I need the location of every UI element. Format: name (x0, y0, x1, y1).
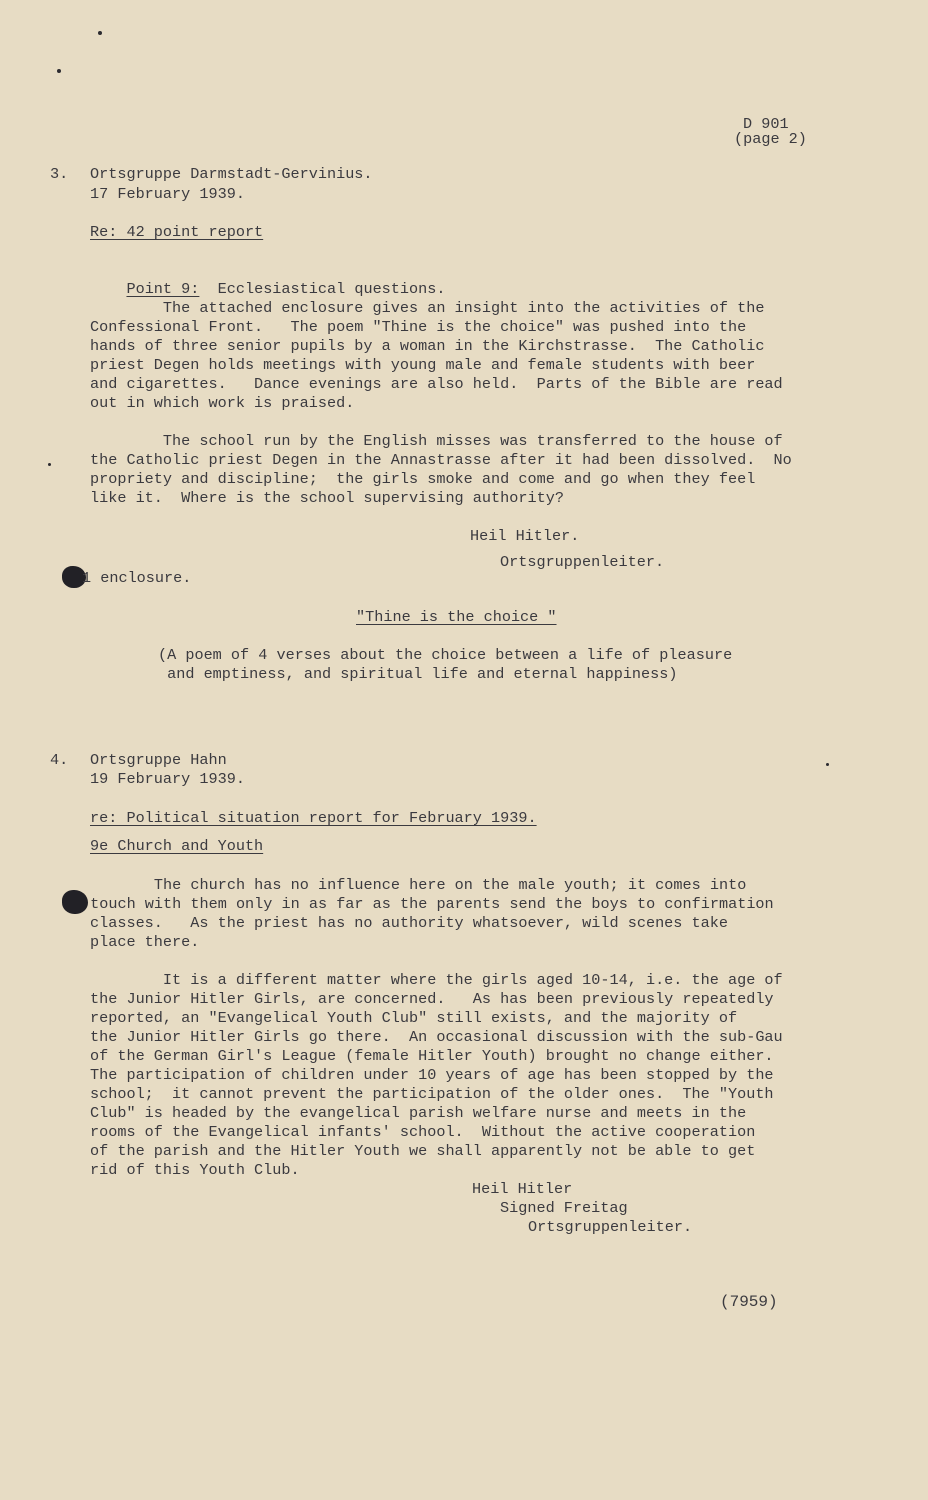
text-line: the Catholic priest Degen in the Annastrasse after it had been dissolved. No (90, 451, 792, 469)
text-line: like it. Where is the school supervising authority? (90, 489, 564, 507)
closing-salutation: Heil Hitler (472, 1180, 573, 1198)
subject-line: re: Political situation report for February 1939. (90, 809, 537, 827)
doc-page: (page 2) (734, 130, 807, 148)
text-line: touch with them only in as far as the parents send the boys to confirmation (81, 895, 774, 913)
enclosure-note: 1 enclosure. (82, 569, 192, 587)
text-line: The participation of children under 10 years of age has been stopped by the (90, 1066, 774, 1084)
text-line: place there. (90, 933, 200, 951)
ortsgruppe-name: Ortsgruppe Darmstadt-Gervinius. (90, 165, 373, 183)
text-line: propriety and discipline; the girls smoke and come and go when they feel (90, 470, 756, 488)
text-line: Club" is headed by the evangelical parish welfare nurse and meets in the (90, 1104, 747, 1122)
ink-speck (57, 69, 61, 73)
signed-name: Signed Freitag (500, 1199, 628, 1217)
report-date: 17 February 1939. (90, 185, 245, 203)
text-line: out in which work is praised. (90, 394, 355, 412)
text-line: rid of this Youth Club. (90, 1161, 300, 1179)
text-line: and cigarettes. Dance evenings are also held. Parts of the Bible are read (90, 375, 783, 393)
text-line: school; it cannot prevent the participation of the older ones. The "Youth (90, 1085, 774, 1103)
text-line: The church has no influence here on the male youth; it comes into (81, 876, 747, 894)
report-date: 19 February 1939. (90, 770, 245, 788)
text-line: The attached enclosure gives an insight into the activities of the (90, 299, 765, 317)
text-line: It is a different matter where the girls aged 10-14, i.e. the age of (90, 971, 783, 989)
text-line: hands of three senior pupils by a woman in the Kirchstrasse. The Catholic (90, 337, 765, 355)
poem-title: "Thine is the choice " (356, 608, 557, 626)
section-number: 3. (50, 165, 69, 183)
text-line: of the parish and the Hitler Youth we shall apparently not be able to get (90, 1142, 756, 1160)
ortsgruppe-name: Ortsgruppe Hahn (90, 751, 227, 769)
text-line: Confessional Front. The poem "Thine is the choice" was pushed into the (90, 318, 747, 336)
text-line: reported, an "Evangelical Youth Club" still exists, and the majority of (90, 1009, 738, 1027)
text-line: the Junior Hitler Girls, are concerned. As has been previously repeatedly (90, 990, 774, 1008)
doc-id: D 901 (743, 115, 789, 133)
text-line: classes. As the priest has no authority whatsoever, wild scenes take (90, 914, 728, 932)
section-number: 4. (50, 751, 69, 769)
text-line: the Junior Hitler Girls go there. An occasional discussion with the sub-Gau (90, 1028, 783, 1046)
closing-salutation: Heil Hitler. (470, 527, 580, 545)
ink-speck (826, 763, 829, 766)
text-line: rooms of the Evangelical infants' school. Without the active cooperation (90, 1123, 756, 1141)
poem-description: (A poem of 4 verses about the choice between a life of pleasure (158, 646, 733, 664)
subject-line: Re: 42 point report (90, 223, 264, 241)
page-number: (7959) (720, 1293, 778, 1311)
point-title: Ecclesiastical questions. (217, 280, 446, 298)
poem-description: and emptiness, and spiritual life and eternal happiness) (158, 665, 678, 683)
text-line: The school run by the English misses was transferred to the house of (90, 432, 783, 450)
text-line: of the German Girl's League (female Hitler Youth) brought no change either. (90, 1047, 774, 1065)
point-label: Point 9: (126, 280, 200, 298)
sub-heading: 9e Church and Youth (90, 837, 264, 855)
ink-speck (98, 31, 102, 35)
ink-speck (48, 463, 51, 466)
text-line: priest Degen holds meetings with young male and female students with beer (90, 356, 756, 374)
signature-title: Ortsgruppenleiter. (500, 553, 665, 571)
signature-title: Ortsgruppenleiter. (528, 1218, 693, 1236)
